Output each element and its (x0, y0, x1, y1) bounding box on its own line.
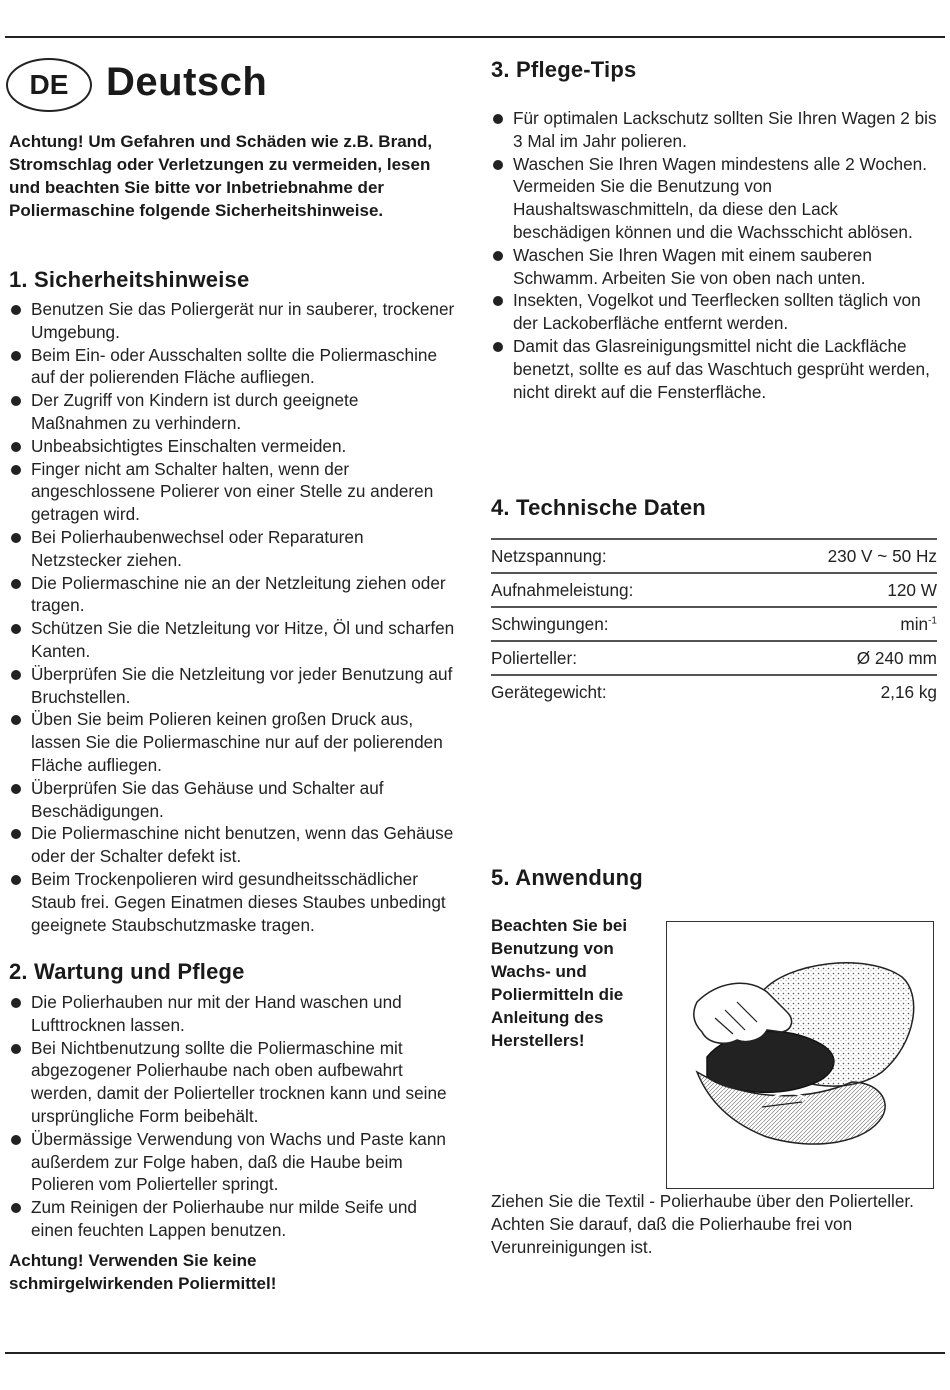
list-item: Die Polierhauben nur mit der Hand waschen und Lufttrocknen lassen. (9, 991, 455, 1037)
maintenance-list (9, 991, 455, 1242)
table-row (491, 573, 937, 607)
list-item: Üben Sie beim Polieren keinen großen Druck aus, lassen Sie die Poliermaschine nur auf der polierenden Fläche aufliegen. (9, 708, 455, 776)
safety-heading: 1. Sicherheitshinweise (9, 267, 250, 292)
tech-value: 120 W (743, 573, 937, 607)
tech-value: 2,16 kg (743, 675, 937, 708)
tech-value: 230 V ~ 50 Hz (743, 539, 937, 573)
table-row (491, 641, 937, 675)
list-item: Bei Polierhaubenwechsel oder Reparaturen Netzstecker ziehen. (9, 526, 455, 572)
tech-heading: 4. Technische Daten (491, 495, 706, 520)
language-badge: DE (6, 58, 92, 112)
list-item: Die Poliermaschine nie an der Netzleitung ziehen oder tragen. (9, 572, 455, 618)
table-row (491, 539, 937, 573)
polisher-hand-icon (667, 922, 932, 1187)
list-item: Damit das Glasreinigungsmittel nicht die Lackfläche benetzt, sollte es auf das Waschtuch gesprüht werden, nicht direkt auf die Fensterfläche. (491, 335, 937, 403)
list-item: Überprüfen Sie das Gehäuse und Schalter auf Beschädigungen. (9, 777, 455, 823)
list-item: Übermässige Verwendung von Wachs und Paste kann außerdem zur Folge haben, daß die Haube beim Polieren vom Polierteller springt. (9, 1128, 455, 1196)
list-item: Beim Trockenpolieren wird gesundheitsschädlicher Staub frei. Gegen Einatmen dieses Staubes unbedingt geeignete Staubschutzmaske tragen. (9, 868, 455, 936)
usage-text: Ziehen Sie die Textil - Polierhaube über den Polierteller. Achten Sie darauf, daß die Polierhaube frei von Verunreinigungen ist. (491, 1191, 914, 1257)
list-item: Bei Nichtbenutzung sollte die Poliermaschine mit abgezogener Polierhaube nach oben aufbewahrt werden, damit der Polierteller trocknen kann und seine ursprüngliche Form beibehält. (9, 1037, 455, 1128)
table-row (491, 675, 937, 708)
list-item: Waschen Sie Ihren Wagen mindestens alle 2 Wochen. Vermeiden Sie die Benutzung von Haushaltswaschmitteln, da diese den Lack beschädigen können und die Wachsschicht ablösen. (491, 153, 937, 244)
language-header (6, 56, 446, 116)
table-row (491, 607, 937, 641)
list-item: Benutzen Sie das Poliergerät nur in sauberer, trockener Umgebung. (9, 298, 455, 344)
tech-value: Ø 240 mm (743, 641, 937, 675)
care-tips-list (491, 107, 937, 403)
usage-note: Beachten Sie bei Benutzung von Wachs- und Poliermitteln die Anleitung des Herstellers! (491, 916, 628, 1050)
list-item: Beim Ein- oder Ausschalten sollte die Poliermaschine auf der polierenden Fläche aufliegen. (9, 344, 455, 390)
list-item: Unbeabsichtigtes Einschalten vermeiden. (9, 435, 455, 458)
list-item: Der Zugriff von Kindern ist durch geeignete Maßnahmen zu verhindern. (9, 389, 455, 435)
list-item: Für optimalen Lackschutz sollten Sie Ihren Wagen 2 bis 3 Mal im Jahr polieren. (491, 107, 937, 153)
tech-value-cell (743, 607, 937, 641)
bottom-rule (5, 1352, 945, 1354)
maintenance-heading: 2. Wartung und Pflege (9, 959, 245, 984)
tech-label: Schwingungen: (491, 607, 743, 641)
list-item: Überprüfen Sie die Netzleitung vor jeder Benutzung auf Bruchstellen. (9, 663, 455, 709)
tech-value-superscript: -1 (928, 614, 937, 626)
language-title: Deutsch (106, 60, 268, 104)
tech-table (491, 538, 937, 708)
tech-label: Netzspannung: (491, 539, 743, 573)
list-item: Insekten, Vogelkot und Teerflecken sollten täglich von der Lackoberfläche entfernt werden. (491, 289, 937, 335)
intro-warning: Achtung! Um Gefahren und Schäden wie z.B. Brand, Stromschlag oder Verletzungen zu vermeiden, lesen und beachten Sie bitte vor Inbetriebnahme der Poliermaschine folgende Sicherheitshinweise. (9, 132, 433, 220)
tech-label: Gerätegewicht: (491, 675, 743, 708)
tech-label: Aufnahmeleistung: (491, 573, 743, 607)
tech-value: min (900, 613, 929, 634)
list-item: Zum Reinigen der Polierhaube nur milde Seife und einen feuchten Lappen benutzen. (9, 1196, 455, 1242)
care-tips-heading: 3. Pflege-Tips (491, 57, 637, 82)
maintenance-warning: Achtung! Verwenden Sie keine schmirgelwirkenden Poliermittel! (9, 1251, 277, 1293)
list-item: Schützen Sie die Netzleitung vor Hitze, Öl und scharfen Kanten. (9, 617, 455, 663)
polisher-illustration (666, 921, 934, 1189)
usage-heading: 5. Anwendung (491, 865, 643, 890)
list-item: Finger nicht am Schalter halten, wenn der angeschlossene Polierer von einer Stelle zu anderen getragen wird. (9, 458, 455, 526)
list-item: Die Poliermaschine nicht benutzen, wenn das Gehäuse oder der Schalter defekt ist. (9, 822, 455, 868)
top-rule (5, 36, 945, 38)
list-item: Waschen Sie Ihren Wagen mit einem sauberen Schwamm. Arbeiten Sie von oben nach unten. (491, 244, 937, 290)
tech-label: Polierteller: (491, 641, 743, 675)
safety-list (9, 298, 455, 936)
